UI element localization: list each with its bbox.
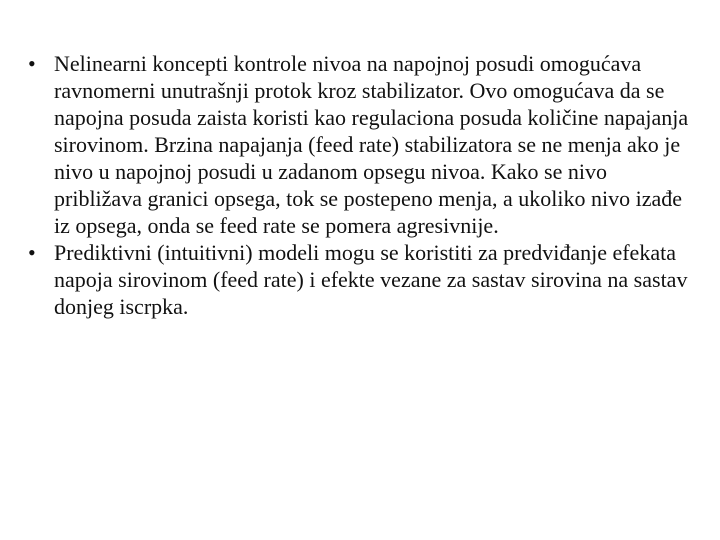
bullet-item-1 <box>24 50 692 239</box>
bullet-glyph: • <box>28 51 36 76</box>
bullet-text: Nelinearni koncepti kontrole nivoa na napojnoj posudi omogućava ravnomerni unutrašnji protok kroz stabilizator. Ovo omogućava da se napojna posuda zaista koristi kao regulaciona posuda količine napajanja sirovinom. Brzina napajanja (feed rate) stabilizatora se ne menja ako je nivo u napojnoj posudi u zadanom opsegu nivoa. Kako se nivo približava granici opsega, tok se postepeno menja, a ukoliko nivo izađe iz opsega, onda se feed rate se pomera agresivnije. <box>54 51 689 238</box>
bullet-text: Prediktivni (intuitivni) modeli mogu se koristiti za predviđanje efekata napoja sirovinom (feed rate) i efekte vezane za sastav sirovina na sastav donjeg iscrpka. <box>54 240 688 319</box>
bullet-list <box>24 50 692 320</box>
bullet-glyph: • <box>28 240 36 265</box>
bullet-item-2 <box>24 239 692 320</box>
